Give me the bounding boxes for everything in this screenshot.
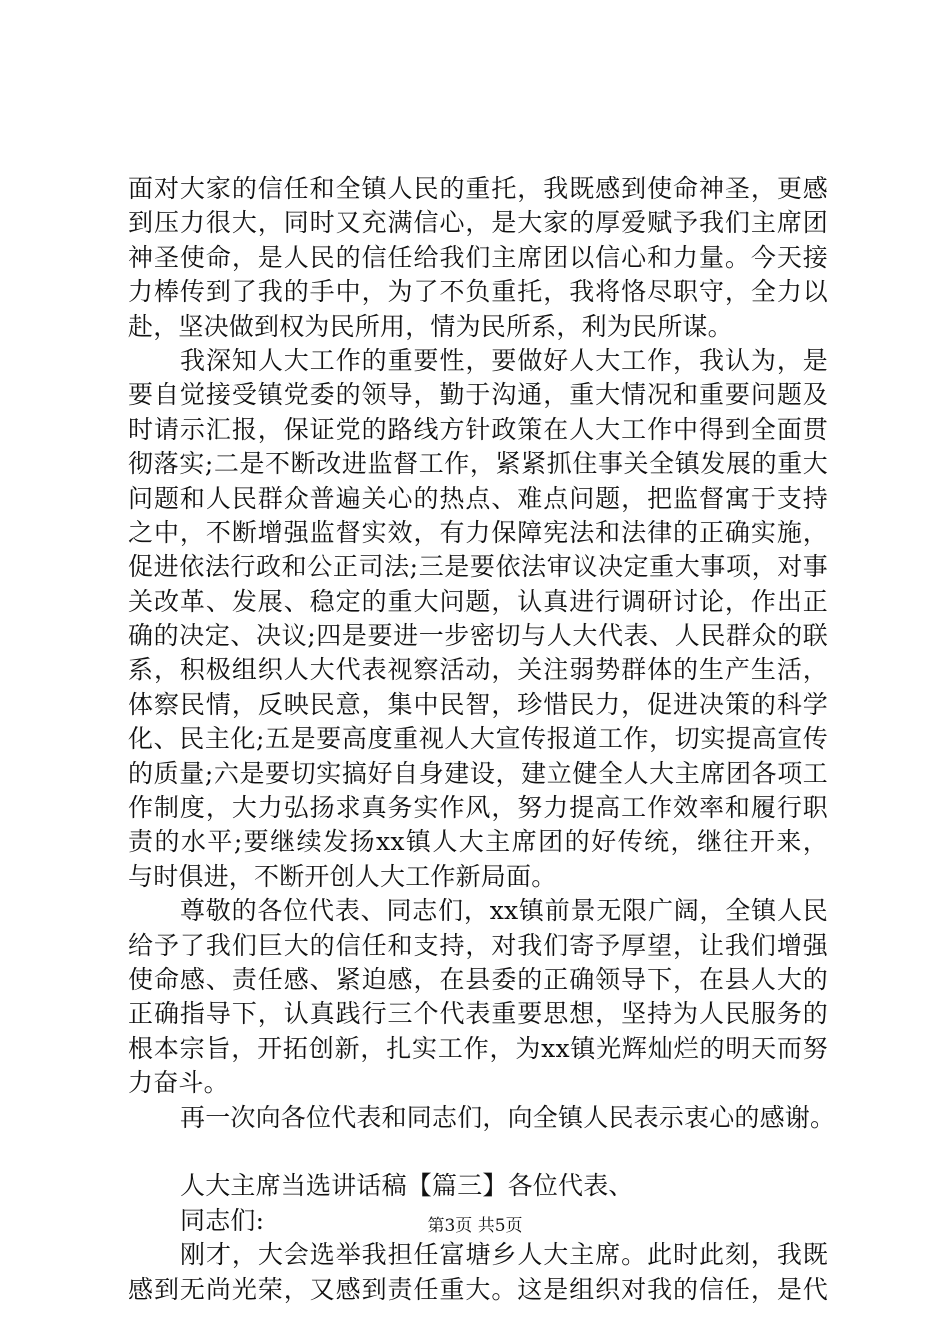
text-line: 关改革、发展、稳定的重大问题，认真进行调研讨论，作出正	[128, 586, 828, 616]
text-line: 根本宗旨，开拓创新，扎实工作，为xx镇光辉灿烂的明天而努	[128, 1033, 828, 1063]
text-line: 问题和人民群众普遍关心的热点、难点问题，把监督寓于支持	[128, 483, 828, 513]
document-body	[128, 172, 836, 1307]
text-line: 给予了我们巨大的信任和支持，对我们寄予厚望，让我们增强	[128, 930, 828, 960]
text-line: 面对大家的信任和全镇人民的重托，我既感到使命神圣，更感	[128, 174, 828, 203]
text-line: 同志们:	[180, 1205, 265, 1235]
blank-line	[128, 1135, 828, 1169]
text-line: 责的水平;要继续发扬xx镇人大主席团的好传统，继往开来，	[128, 827, 828, 857]
text-line: 我深知人大工作的重要性，要做好人大工作，我认为，是	[180, 345, 828, 375]
text-line: 力奋斗。	[128, 1068, 229, 1098]
text-line: 与时俱进，不断开创人大工作新局面。	[128, 861, 557, 891]
text-line: 彻落实;二是不断改进监督工作，紧紧抓住事关全镇发展的重大	[128, 449, 828, 479]
text-line: 要自觉接受镇党委的领导，勤于沟通，重大情况和重要问题及	[128, 380, 828, 410]
text-line: 赴，坚决做到权为民所用，情为民所系，利为民所谋。	[128, 311, 733, 341]
text-line: 人大主席当选讲话稿【篇三】各位代表、	[180, 1171, 634, 1201]
text-line: 到压力很大，同时又充满信心，是大家的厚爱赋予我们主席团	[128, 208, 828, 238]
text-line: 感到无尚光荣，又感到责任重大。这是组织对我的信任，是代	[128, 1274, 828, 1304]
text-line: 力棒传到了我的手中，为了不负重托，我将恪尽职守，全力以	[128, 277, 828, 307]
text-line: 尊敬的各位代表、同志们，xx镇前景无限广阔，全镇人民	[180, 896, 828, 926]
text-line: 使命感、责任感、紧迫感，在县委的正确领导下，在县人大的	[128, 964, 828, 994]
text-line: 之中，不断增强监督实效，有力保障宪法和法律的正确实施，	[128, 517, 828, 547]
text-line: 确的决定、决议;四是要进一步密切与人大代表、人民群众的联	[128, 621, 828, 651]
page-footer: 第3页 共5页	[427, 1216, 523, 1236]
text-line: 化、民主化;五是要高度重视人大宣传报道工作，切实提高宣传	[128, 724, 828, 754]
text-line: 的质量;六是要切实搞好自身建设，建立健全人大主席团各项工	[128, 758, 828, 788]
text-line: 正确指导下，认真践行三个代表重要思想，坚持为人民服务的	[128, 999, 828, 1029]
text-line: 刚才，大会选举我担任富塘乡人大主席。此时此刻，我既	[180, 1240, 828, 1270]
text-line: 再一次向各位代表和同志们，向全镇人民表示衷心的感谢。	[180, 1102, 836, 1132]
text-line: 作制度，大力弘扬求真务实作风，努力提高工作效率和履行职	[128, 793, 828, 823]
text-line: 促进依法行政和公正司法;三是要依法审议决定重大事项，对事	[128, 552, 828, 582]
text-line: 时请示汇报，保证党的路线方针政策在人大工作中得到全面贯	[128, 414, 828, 444]
text-line: 神圣使命，是人民的信任给我们主席团以信心和力量。今天接	[128, 242, 828, 272]
text-line: 体察民情，反映民意，集中民智，珍惜民力，促进决策的科学	[128, 689, 828, 719]
text-line: 系，积极组织人大代表视察活动，关注弱势群体的生产生活，	[128, 655, 828, 685]
